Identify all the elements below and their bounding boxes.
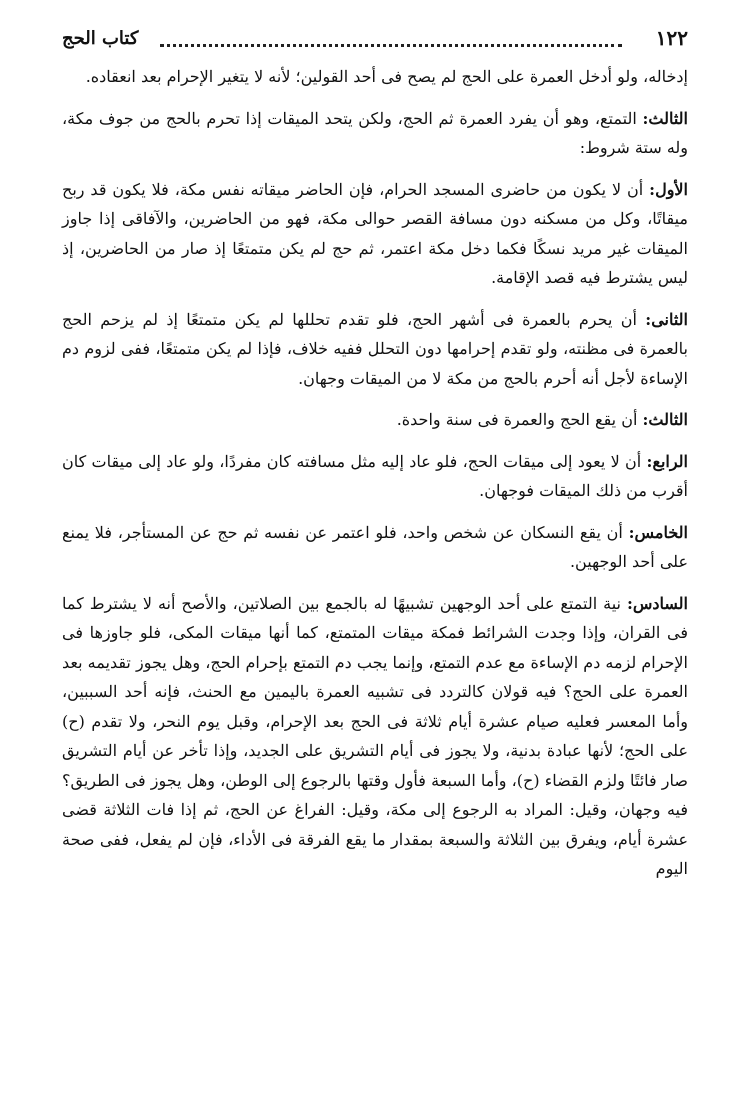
paragraph-text: أن لا يكون من حاضرى المسجد الحرام، فإن الحاضر ميقاته نفس مكة، فلا يكون قد ربح ميقاتًا، وكل من مسكنه دون مسافة القصر حوالى مكة، فهو من الحاضرين، والآفاقى إذا جاوز الميقات غير مريد نسكًا فكما دخل مكة اعتمر، ثم حج لم يكن متمتعًا إذ صار من الحاضرين، إذ ليس يشترط فيه قصد الإقامة.: [62, 179, 688, 287]
paragraph-condition-6: [62, 589, 688, 884]
paragraph-text: أن لا يعود إلى ميقات الحج، فلو عاد إليه مثل مسافته كان مفردًا، ولو عاد إلى ميقات كان أقرب من ذلك الميقات فوجهان.: [62, 451, 688, 500]
paragraph-condition-4: [62, 447, 688, 506]
paragraph-text: نية التمتع على أحد الوجهين تشبيهًا له بالجمع بين الصلاتين، والأصح أنه لا يشترط كما فى القران، وإذا وجدت الشرائط فمكة ميقات المتمتع، كما أنها ميقات المكى، فلو جاوزها فى الإحرام لزمه دم الإساءة مع عدم التمتع، وإنما يجب دم التمتع بإحرام الحج، وهل يجوز تقديمه بعد العمرة على الحج؟ فيه قولان كالتردد فى تشبيه العمرة باليمين مع الحنث، فإنه أحد السببين، وأما المعسر فعليه صيام عشرة أيام ثلاثة فى الحج بعد الإحرام، وقبل يوم النحر، ولا تقدم (ح) على الحج؛ لأنها عبادة بدنية، ولا يجوز فى أيام التشريق على الجديد، وإذا تأخر عن أيام التشريق صار فائتًا ولزم القضاء (ح)، وأما السبعة فأول وقتها بالرجوع إلى الوطن، وهل يجوز فى الطريق؟ فيه وجهان، وقيل: المراد به الرجوع إلى مكة، وقيل: الفراغ عن الحج، ثم إذا فات الثلاثة قضى عشرة أيام، ويفرق بين الثلاثة والسبعة بمقدار ما يقع الفرقة فى الأداء، فإن لم يفعل، ففى صحة اليوم: [62, 593, 689, 878]
paragraph-condition-3: [62, 405, 688, 435]
paragraph-text: أن يحرم بالعمرة فى أشهر الحج، فلو تقدم تحللها لم يكن متمتعًا إذ لم يزحم الحج بالعمرة فى مظنته، ولو تقدم إحرامها دون التحلل ففيه خلاف، فإذا لم يكن متمتعًا، ففى لزوم دم الإساءة لأجل أنه أحرم بالحج من مكة لا من الميقات وجهان.: [62, 309, 688, 388]
paragraph-condition-5: [62, 518, 688, 577]
paragraph-term: الثالث:: [642, 108, 688, 128]
paragraph-term: الرابع:: [646, 451, 688, 471]
paragraph-term: الثانى:: [645, 309, 688, 329]
page-header: [62, 18, 688, 62]
paragraph-third-tamattu: [62, 104, 688, 163]
book-title: كتاب الحج: [62, 28, 139, 49]
paragraph-text: أن يقع الحج والعمرة فى سنة واحدة.: [396, 410, 643, 429]
paragraph-text: أن يقع النسكان عن شخص واحد، فلو اعتمر عن نفسه ثم حج عن المستأجر، فلا يمنع على أحد الوجهين.: [62, 522, 688, 571]
page-body: [62, 62, 688, 884]
header-dotted-leader: [160, 44, 622, 47]
page-number: ١٢٢: [655, 26, 688, 50]
paragraph-term: الخامس:: [628, 522, 688, 542]
paragraph-text: إدخاله، ولو أدخل العمرة على الحج لم يصح فى أحد القولين؛ لأنه لا يتغير الإحرام بعد انعقاده.: [85, 67, 688, 86]
paragraph-condition-2: [62, 305, 688, 394]
paragraph-term: الأول:: [649, 179, 688, 199]
paragraph-term: الثالث:: [642, 410, 688, 429]
paragraph-text: التمتع، وهو أن يفرد العمرة ثم الحج، ولكن يتحد الميقات إذا تحرم بالحج من جوف مكة، وله ستة شروط:: [62, 108, 688, 157]
paragraph-term: السادس:: [626, 593, 688, 613]
paragraph-condition-1: [62, 175, 688, 293]
paragraph-continuation: [62, 62, 688, 92]
